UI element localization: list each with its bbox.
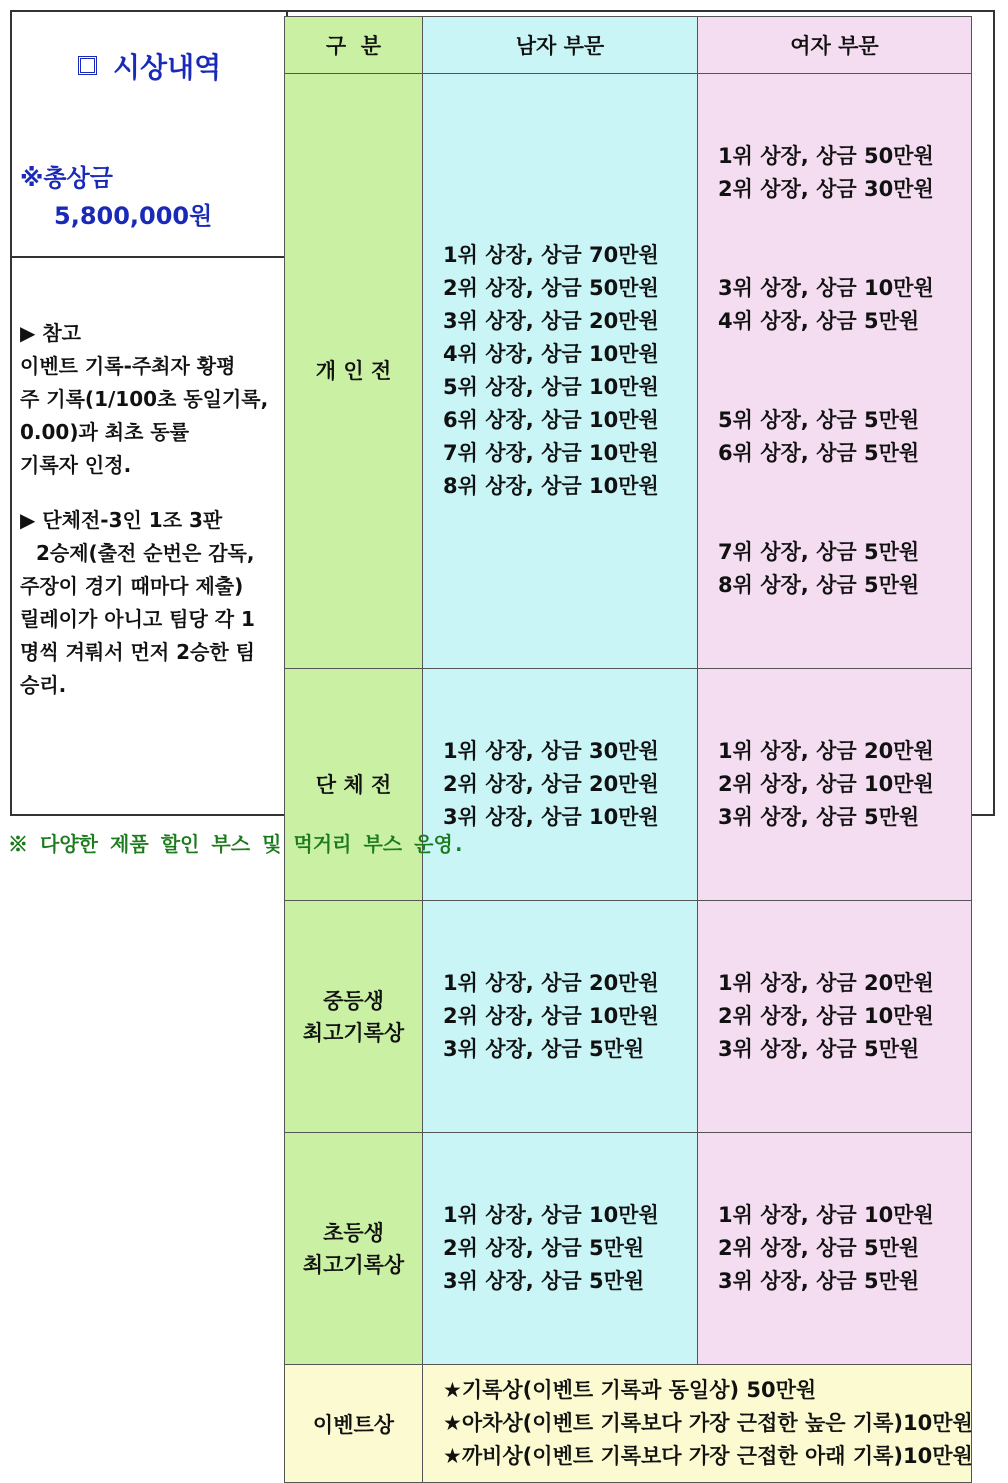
row-individual [285, 74, 972, 669]
male-prizes: 1위 상장, 상금 10만원 2위 상장, 상금 5만원 3위 상장, 상금 5만원 [423, 1133, 698, 1365]
header-row [285, 17, 972, 74]
header-category: 구 분 [285, 17, 423, 74]
row-elementary [285, 1133, 972, 1365]
note-line: 2승제(출전 순번은 감독, [36, 541, 255, 565]
note-line: 주장이 경기 때마다 제출) [20, 574, 244, 598]
event-prizes: ★기록상(이벤트 기록과 동일상) 50만원 ★아차상(이벤트 기록보다 가장 근접한 높은 기록)10만원 ★까비상(이벤트 기록보다 가장 근접한 아래 기록)10만원 [423, 1365, 972, 1483]
note-line: 릴레이가 아니고 팀당 각 1 [20, 607, 255, 631]
note-line: ▶ 참고 [20, 321, 81, 345]
section-title [78, 46, 221, 86]
row-event [285, 1365, 972, 1483]
female-prizes: 1위 상장, 상금 50만원 2위 상장, 상금 30만원 3위 상장, 상금 10만원 4위 상장, 상금 5만원 5위 상장, 상금 5만원 6위 상장, 상금 5만원 7위 상장, 상금 5만원 8위 상장, 상금 5만원 [698, 74, 972, 669]
header-male: 남자 부문 [423, 17, 698, 74]
category-individual: 개 인 전 [285, 74, 423, 669]
female-prizes: 1위 상장, 상금 20만원 2위 상장, 상금 10만원 3위 상장, 상금 5만원 [698, 669, 972, 901]
note-line: 명씩 겨뤄서 먼저 2승한 팀 [20, 640, 255, 664]
male-prizes: 1위 상장, 상금 20만원 2위 상장, 상금 10만원 3위 상장, 상금 5만원 [423, 901, 698, 1133]
category-team: 단 체 전 [285, 669, 423, 901]
left-panel [12, 12, 288, 814]
row-middle-school [285, 901, 972, 1133]
female-prizes: 1위 상장, 상금 10만원 2위 상장, 상금 5만원 3위 상장, 상금 5만원 [698, 1133, 972, 1365]
note-line: 이벤트 기록-주최자 황평 [20, 354, 236, 378]
total-prize-value: 5,800,000원 [54, 202, 213, 230]
note-line: 승리. [20, 673, 67, 697]
category-elementary: 초등생 최고기록상 [285, 1133, 423, 1365]
section-title-text: 시상내역 [113, 51, 222, 84]
category-middle-school: 중등생 최고기록상 [285, 901, 423, 1133]
note-line: 기록자 인정. [20, 453, 132, 477]
row-team [285, 669, 972, 901]
note-line: 0.00)과 최초 동률 [20, 420, 190, 444]
notes [20, 317, 284, 702]
female-prizes: 1위 상장, 상금 20만원 2위 상장, 상금 10만원 3위 상장, 상금 5만원 [698, 901, 972, 1133]
male-prizes: 1위 상장, 상금 30만원 2위 상장, 상금 20만원 3위 상장, 상금 10만원 [423, 669, 698, 901]
footer-note: ※ 다양한 제품 할인 부스 및 먹거리 부스 운영. [8, 832, 465, 856]
total-prize-label: ※총상금 [20, 164, 113, 192]
header-female: 여자 부문 [698, 17, 972, 74]
category-event: 이벤트상 [285, 1365, 423, 1483]
note-line: 주 기록(1/100초 동일기록, [20, 387, 269, 411]
summary-box [12, 12, 286, 258]
square-bullet-icon [78, 56, 97, 75]
male-prizes: 1위 상장, 상금 70만원 2위 상장, 상금 50만원 3위 상장, 상금 20만원 4위 상장, 상금 10만원 5위 상장, 상금 10만원 6위 상장, 상금 10만원 7위 상장, 상금 10만원 8위 상장, 상금 10만원 [423, 74, 698, 669]
note-line: ▶ 단체전-3인 1조 3판 [20, 508, 223, 532]
awards-table [284, 16, 972, 1483]
